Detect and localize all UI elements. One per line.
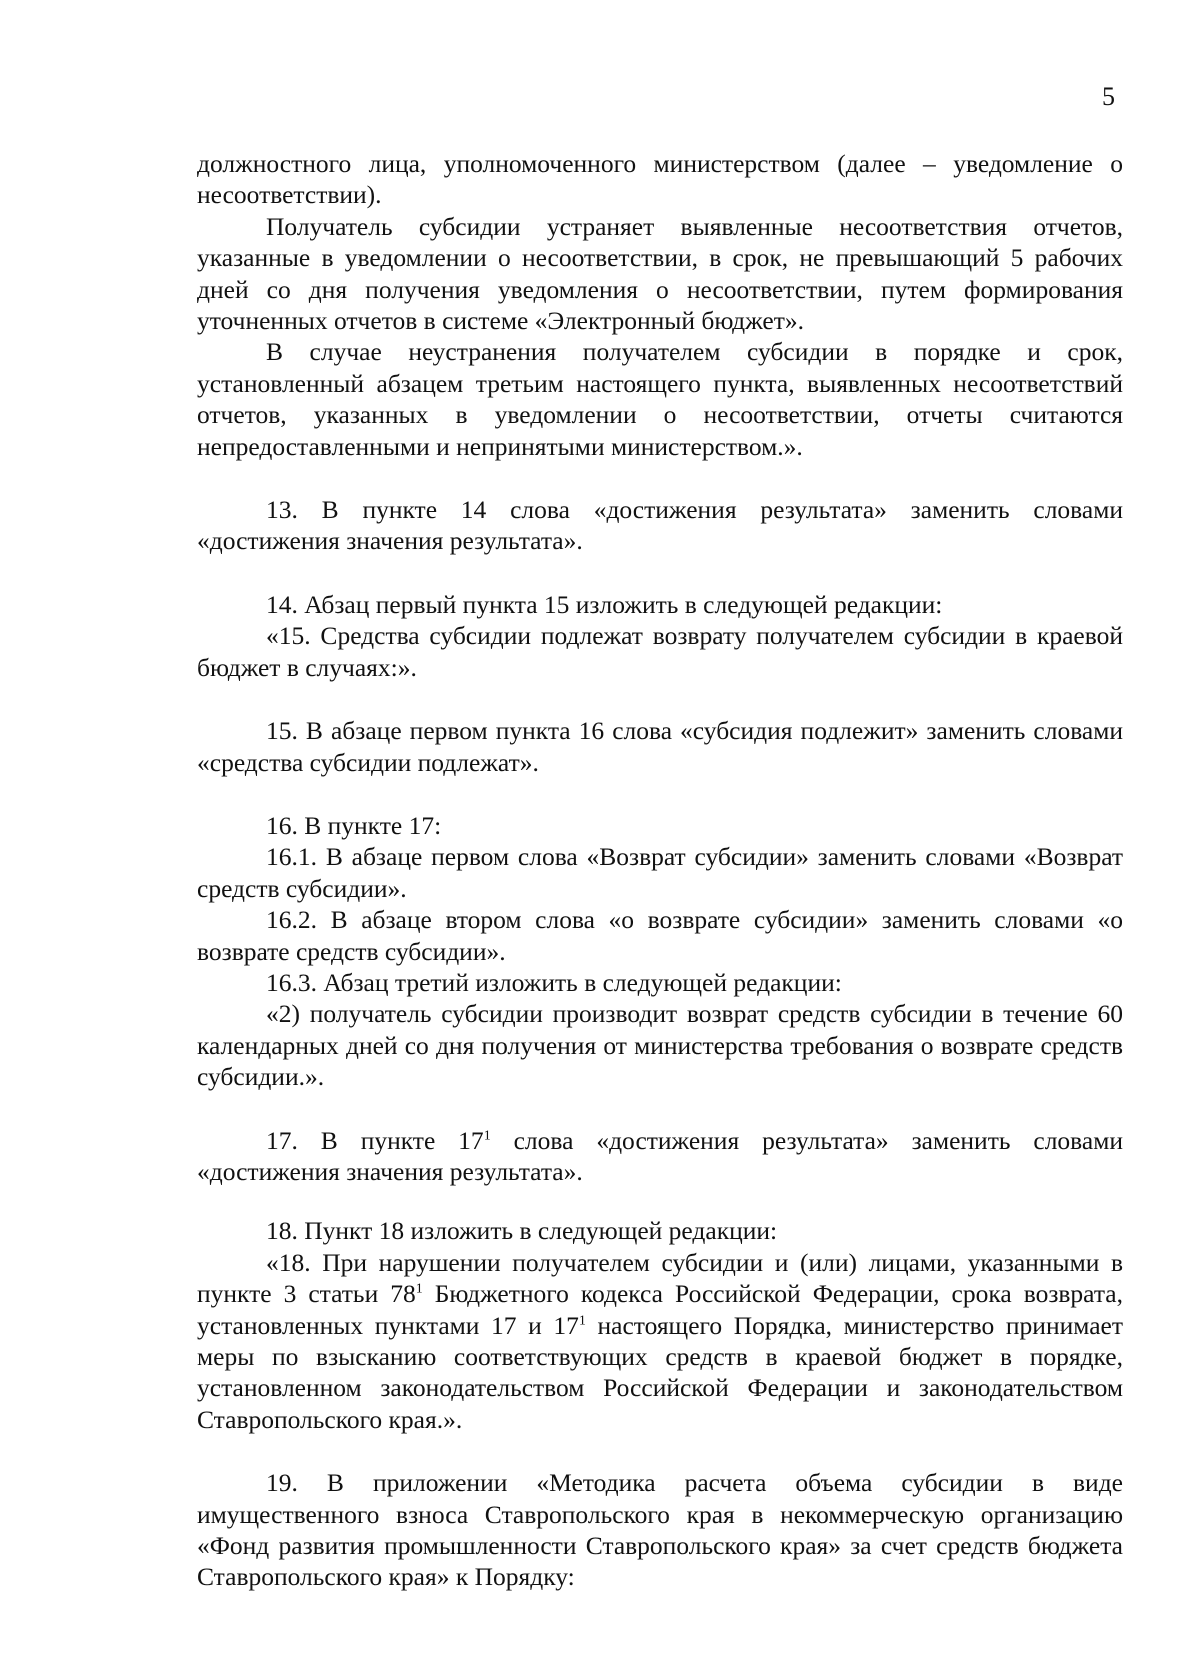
item-14-quote: «15. Средства субсидии подлежат возврату получателем субсидии в краевой бюджет в случаях:». <box>197 621 1123 682</box>
superscript: 1 <box>578 1313 586 1329</box>
item-18-quote-part-b: Бюджетного кодекса Российской Федерации, срока возврата, установленных пунктами 17 и 17 <box>197 1279 1123 1340</box>
paragraph-continuation: должностного лица, уполномоченного министерством (далее – уведомление о несоответствии). <box>197 149 1123 210</box>
item-18-quote-part-c: настоящего Порядка, министерство принимает меры по взысканию соответствующих средств в краевой бюджет в порядке, установленном законодательством Российской Федерации и законодательством Ставропольского края.». <box>197 1310 1123 1434</box>
item-14: 14. Абзац первый пункта 15 изложить в следующей редакции: <box>266 589 943 619</box>
paragraph-correction-procedure: Получатель субсидии устраняет выявленные несоответствия отчетов, указанные в уведомлении о несоответствии, в срок, не превышающий 5 рабочих дней со дня получения уведомления о несоответствии, путем формирования уточненных отчетов в системе «Электронный бюджет». <box>197 211 1123 336</box>
item-16-3-quote: «2) получатель субсидии производит возврат средств субсидии в течение 60 календарных дней со дня получения от министерства требования о возврате средств субсидии.». <box>197 999 1123 1092</box>
item-13: 13. В пункте 14 слова «достижения результата» заменить словами «достижения значения результата». <box>197 495 1123 556</box>
superscript: 1 <box>415 1281 423 1297</box>
page-number: 5 <box>1102 82 1115 111</box>
item-18-quote <box>197 1247 1123 1435</box>
item-16: 16. В пункте 17: <box>266 810 442 840</box>
paragraph-non-correction: В случае неустранения получателем субсидии в порядке и срок, установленный абзацем третьим настоящего пункта, выявленных несоответствий отчетов, указанных в уведомлении о несоответствии, отчеты считаются непредоставленными и непринятыми министерством.». <box>197 337 1123 461</box>
item-16-1: 16.1. В абзаце первом слова «Возврат субсидии» заменить словами «Возврат средств субсидии». <box>197 842 1123 903</box>
item-19: 19. В приложении «Методика расчета объема субсидии в виде имущественного взноса Ставропольского края в некоммерческую организацию «Фонд развития промышленности Ставропольского края» за счет средств бюджета Ставропольского края» к Порядку: <box>197 1468 1123 1592</box>
item-15: 15. В абзаце первом пункта 16 слова «субсидия подлежит» заменить словами «средства субсидии подлежат». <box>197 716 1123 777</box>
item-17-part-a: 17. В пункте 17 <box>266 1125 484 1155</box>
item-16-3: 16.3. Абзац третий изложить в следующей редакции: <box>266 967 842 997</box>
superscript: 1 <box>483 1128 491 1144</box>
item-17-part-b: слова «достижения результата» заменить словами «достижения значения результата». <box>197 1125 1123 1186</box>
item-18: 18. Пункт 18 изложить в следующей редакции: <box>266 1216 778 1246</box>
document-body <box>197 148 1123 1593</box>
item-16-2: 16.2. В абзаце втором слова «о возврате субсидии» заменить словами «о возврате средств субсидии». <box>197 905 1123 966</box>
item-17 <box>197 1125 1123 1188</box>
item-18-quote-part-a: «18. При нарушении получателем субсидии и (или) лицами, указанными в пункте 3 статьи 78 <box>197 1247 1123 1309</box>
